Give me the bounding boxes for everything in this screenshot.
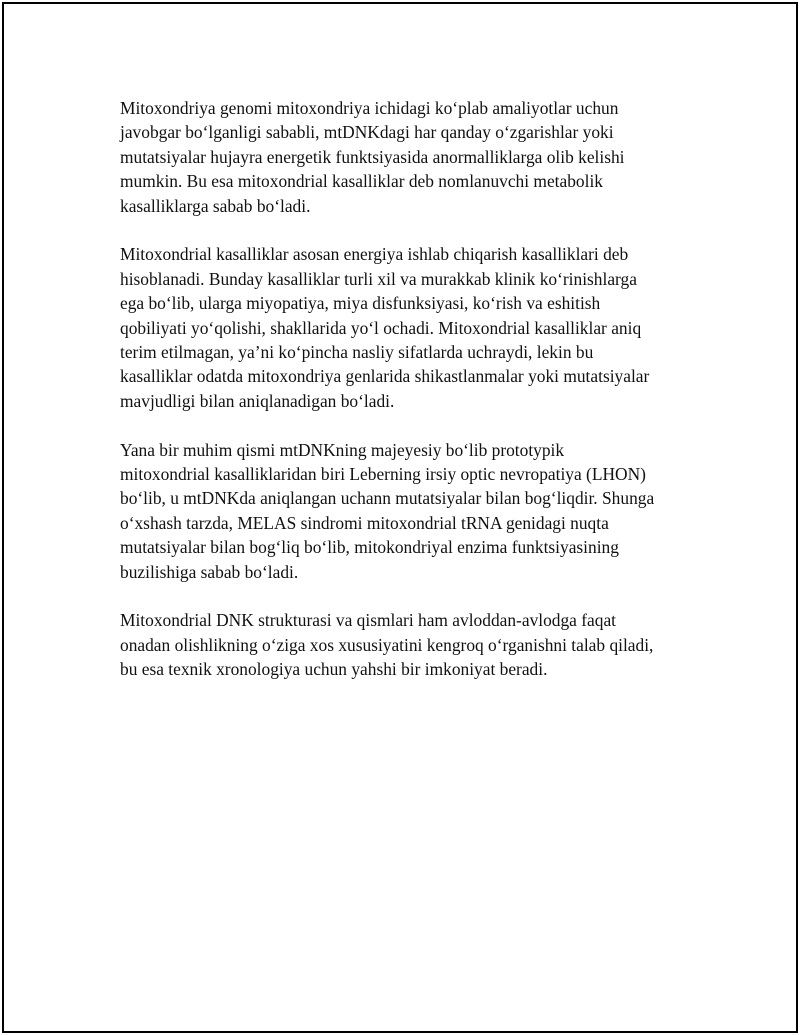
- document-body: [120, 96, 680, 706]
- paragraph-2: Mitoxondrial kasalliklar asosan energiya ishlab chiqarish kasalliklari deb hisoblanadi. Bunday kasalliklar turli xil va murakkab klinik koʻrinishlarga ega boʻlib, ularga miyopatiya, miya disfunksiyasi, koʻrish va eshitish qobiliyati yoʻqolishi, shakllarida yoʻl ochadi. Mitoxondrial kasalliklar aniq terim etilmagan, yaʼni koʻpincha nasliy sifatlarda uchraydi, lekin bu kasalliklar odatda mitoxondriya genlarida shikastlanmalar yoki mutatsiyalar mavjudligi bilan aniqlanadigan boʻladi.: [120, 244, 650, 411]
- paragraph-3: Yana bir muhim qismi mtDNKning majeyesiy boʻlib prototypik mitoxondrial kasalliklaridan biri Leberning irsiy optic nevropatiya (LHON) boʻlib, u mtDNKda aniqlangan uchann mutatsiyalar bilan bogʻliqdir. Shunga oʻxshash tarzda, MELAS sindromi mitoxondrial tRNA genidagi nuqta mutatsiyalar bilan bogʻliq boʻlib, mitokondriyal enzima funktsiyasining buzilishiga sabab boʻladi.: [120, 439, 655, 582]
- paragraph-4: Mitoxondrial DNK strukturasi va qismlari ham avloddan-avlodga faqat onadan olishlikning oʻziga xos xususiyatini kengroq oʻrganishni talab qiladi, bu esa texnik xronologiya uchun yahshi bir imkoniyat beradi.: [120, 610, 654, 680]
- paragraph-1: Mitoxondriya genomi mitoxondriya ichidagi koʻplab amaliyotlar uchun javobgar boʻlganligi sababli, mtDNKdagi har qanday oʻzgarishlar yoki mutatsiyalar hujayra energetik funktsiyasida anormalliklarga olib kelishi mumkin. Bu esa mitoxondrial kasalliklar deb nomlanuvchi metabolik kasalliklarga sabab boʻladi.: [120, 98, 625, 216]
- document-page: [2, 2, 798, 1033]
